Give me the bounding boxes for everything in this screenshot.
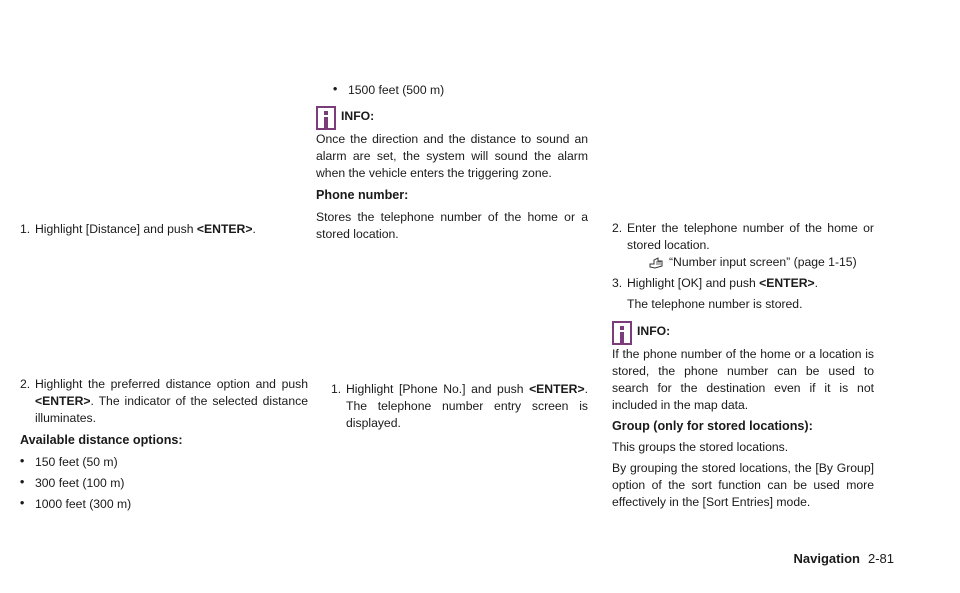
- enter-key-label: <ENTER>: [196, 222, 253, 236]
- info-label: INFO:: [637, 324, 671, 338]
- reference-hand-icon: [649, 257, 663, 269]
- step-1-phone: [331, 381, 588, 432]
- step-text: Enter the telephone number of the home or stored location.: [627, 221, 874, 252]
- list-item: • 150 feet (50 m): [20, 454, 118, 469]
- step-text: Highlight [Phone No.] and push: [346, 382, 530, 396]
- step-text-end: . The telephone number entry screen is displayed.: [346, 382, 588, 430]
- column-1: [20, 221, 302, 238]
- page-footer: [794, 551, 895, 566]
- info-text: If the phone number of the home or a location is stored, the phone number can be used to search for the destination even if it is not included in the map data.: [612, 347, 874, 412]
- info-header: [612, 319, 874, 345]
- phone-text: Stores the telephone number of the home or a stored location.: [316, 210, 588, 241]
- step-text-end: . The indicator of the selected distance illuminates.: [35, 394, 308, 425]
- section-name: Navigation: [793, 551, 860, 566]
- step-text: Highlight [OK] and push: [627, 276, 760, 290]
- enter-key-label: <ENTER>: [35, 394, 91, 408]
- step-number: 1.: [20, 222, 31, 236]
- enter-key-label: <ENTER>: [529, 382, 585, 396]
- group-text-2: By grouping the stored locations, the [By Group] option of the sort function can be used more effectively in the [Sort Entries] mode.: [612, 461, 874, 509]
- step-number: 3.: [612, 276, 623, 290]
- step-2-distance: [20, 376, 308, 427]
- column-2-lower: [331, 381, 588, 432]
- step-3-result: The telephone number is stored.: [627, 297, 803, 311]
- reference-row: [612, 254, 874, 271]
- info-icon: [612, 321, 632, 345]
- step-2-phone: [612, 220, 874, 254]
- list-item: • 1500 feet (500 m): [333, 82, 445, 97]
- info-header: [316, 104, 588, 130]
- reference-text: “Number input screen” (page 1-15): [669, 255, 857, 269]
- page-number: 2-81: [867, 551, 894, 566]
- enter-key-label: <ENTER>: [759, 276, 815, 290]
- group-heading: Group (only for stored locations):: [612, 419, 813, 433]
- step-text-end: .: [252, 222, 256, 236]
- column-1-lower: [20, 376, 308, 517]
- column-2: [316, 82, 588, 243]
- options-list: [20, 454, 308, 513]
- step-text: Highlight the preferred distance option and push: [35, 377, 308, 391]
- list-item: • 300 feet (100 m): [20, 475, 125, 490]
- step-number: 1.: [331, 382, 342, 396]
- step-text: Highlight [Distance] and push: [35, 222, 197, 236]
- step-text-end: .: [814, 276, 819, 290]
- step-number: 2.: [20, 377, 31, 391]
- step-number: 2.: [612, 221, 623, 235]
- step-1-distance: [20, 221, 302, 238]
- column-3: [612, 220, 874, 511]
- options-heading: Available distance options:: [20, 433, 183, 447]
- info-text: Once the direction and the distance to sound an alarm are set, the system will sound the alarm when the vehicle enters the triggering zone.: [316, 132, 588, 180]
- info-icon: [316, 106, 336, 130]
- step-3-phone: [612, 275, 874, 292]
- info-label: INFO:: [341, 109, 375, 123]
- list-item: • 1000 feet (300 m): [20, 496, 132, 511]
- group-text-1: This groups the stored locations.: [612, 440, 789, 454]
- phone-heading: Phone number:: [316, 188, 409, 202]
